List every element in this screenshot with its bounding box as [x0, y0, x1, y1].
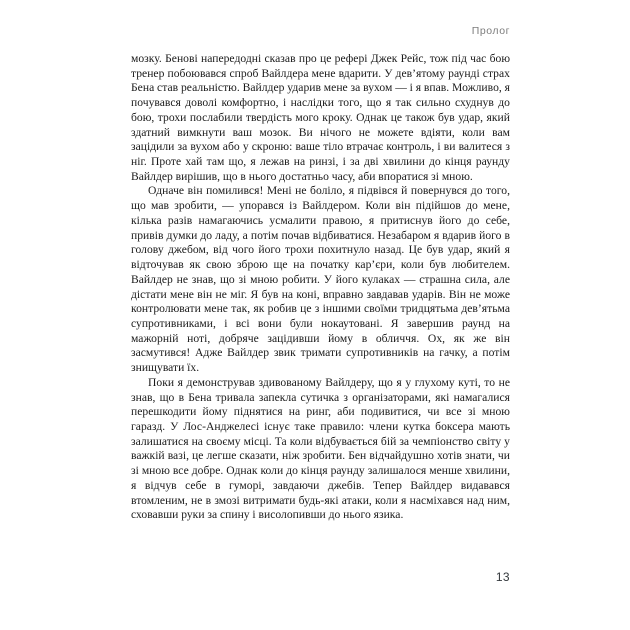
running-header: Пролог	[471, 25, 510, 37]
body-text-block	[131, 52, 510, 523]
page-number: 13	[495, 570, 510, 584]
paragraph: Одначе він помилився! Мені не боліло, я підвівся й повернувся до того, що мав зробити, — упорався із Вайлдером. Коли він підійшов до мене, кілька разів намагаючись усмалити правою, я притиснув його до себе, привів думки до ладу, а потім почав відбиватися. Незабаром я вдарив його в голову джебом, від чого його трохи похитнуло назад. Це був удар, який я відточував як свою зброю ще на початку кар’єри, коли був любителем. Вайлдер не знав, що зі мною робити. У його кулаках — страшна сила, але дістати мене він не міг. Я був на коні, вправно завдавав ударів. Він не може контролювати мене так, як робив це з іншими своїми тридцятьма дев’ятьма супротивниками, і всі вони були нокаутовані. Я завершив раунд на мажорній ноті, добряче зацідивши йому в обличчя. Ох, як же він засмутився! Адже Вайлдер звик тримати супротивників на гачку, а потім знищувати їх.	[131, 184, 510, 375]
paragraph: Поки я демонстрував здивованому Вайлдеру, що я у глухому куті, то не знав, що в Бена тривала запекла сутичка з організаторами, які намагалися перешкодити йому піднятися на ринг, аби подивитися, чи все зі мною гаразд. У Лос-Анджелесі існує таке правило: члени кутка боксера мають залишатися на своєму місці. Та коли відбувається бій за чемпіонство світу у важкій вазі, це легше сказати, ніж зробити. Бен відчайдушно хотів знати, чи зі мною все добре. Однак коли до кінця раунду залишалося менше хвилини, я відчув себе в гуморі, завдаючи джебів. Тепер Вайлдер видавався втомленим, не в змозі витримати будь-які атаки, коли я насміхався над ним, сховавши руки за спину і висолопивши до нього язика.	[131, 375, 510, 522]
paragraph: мозку. Бенові напередодні сказав про це рефері Джек Рейс, тож під час бою тренер побоювався спроб Вайлдера мене вдарити. У дев’ятому раунді страх Бена став реальністю. Вайлдер ударив мене за вухом — і я впав. Можливо, я почувався доволі комфортно, і наслідки того, що я так сильно схуднув до бою, трохи послабили твердість мого кроку. Однак це також був удар, який здатний вимкнути ваш мозок. Ви нічого не можете вдіяти, коли вам зацідили за вухом або у скроню: ваше тіло втрачає контроль, і ви валитеся з ніг. Проте хай там що, я лежав на ринзі, і за дві хвилини до кінця раунду Вайлдер вирішив, що в нього достатньо часу, аби впоратися зі мною.	[131, 52, 510, 183]
